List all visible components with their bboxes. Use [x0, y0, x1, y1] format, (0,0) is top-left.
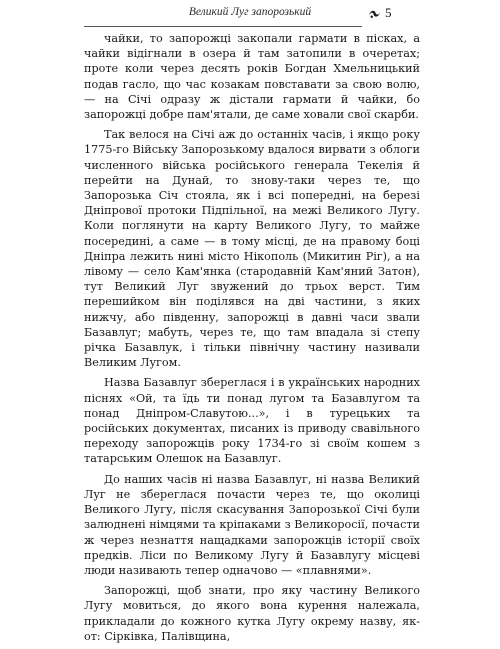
running-title: Великий Луг запорозький: [188, 6, 312, 18]
header-rule: [84, 26, 362, 27]
body-text: [84, 31, 420, 649]
page-number: 5: [385, 5, 392, 20]
paragraph: Назва Базавлуг збереглася і в українських народних піснях «Ой, та їдь ти понад лугом та Базавлугом та понад Дніпром-Славутою...», і в турецьких та російських документах, писаних із приводу свавільного переходу запорожців року 1734-го зі своїм кошем з татарським Олешок на Базавлуг.: [84, 376, 420, 466]
paragraph: До наших часів ні назва Базавлуг, ні назва Великий Луг не збереглася почасти через те, що околиці Великого Лугу, після скасування Запорозької Січі були залюднені німцями та кріпаками з Великоросії, почасти ж через незнаття нащадками запорожців історії своїх предків. Ліси по Великому Лугу й Базавлугу місцеві люди називають тепер одначово — «плавнями».: [84, 472, 420, 577]
fleuron-icon: [368, 7, 381, 20]
paragraph: Запорожці, щоб знати, про яку частину Великого Лугу мовиться, до якого вона курення належала, прикладали до кожного кутка Лугу окрему назву, як-от: Сірківка, Палівщина,: [84, 584, 420, 643]
paragraph: Так велося на Січі аж до останніх часів, і якщо року 1775-го Війську Запорозькому вдалося вирвати з облоги численного війська російського генерала Текелія й перейти на Дунай, то знову-таки через те, що Запорозька Січ стояла, як і всі попередні, на березі Дніпрової протоки Підпільної, на межі Великого Лугу. Коли поглянути на карту Великого Лугу, то майже посередині, а саме — в тому місці, де на правому боці Дніпра лежить нині місто Нікополь (Микитин Ріг), а на лівому — село Кам'янка (стародавній Кам'яний Затон), тут Великий Луг звужений до трьох верст. Тим перешийком він поділявся на дві частини, з яких нижчу, або південну, запорожці в давні часи звали Базавлуг; мабуть, через те, що там впадала зі степу річка Базавлук, і тільки північну частину називали Великим Лугом.: [84, 128, 420, 370]
running-header: [0, 4, 500, 26]
page-number-block: [368, 5, 392, 21]
paragraph: чайки, то запорожці закопали гармати в пісках, а чайки відігнали в озера й там затопили в очеретах; проте коли через десять років Богдан Хмельницький подав гасло, що час козакам повставати за свою волю, — на Січі одразу ж дістали гармати й чайки, бо запорожці добре пам'ятали, де саме ховали свої скарби.: [84, 32, 420, 122]
